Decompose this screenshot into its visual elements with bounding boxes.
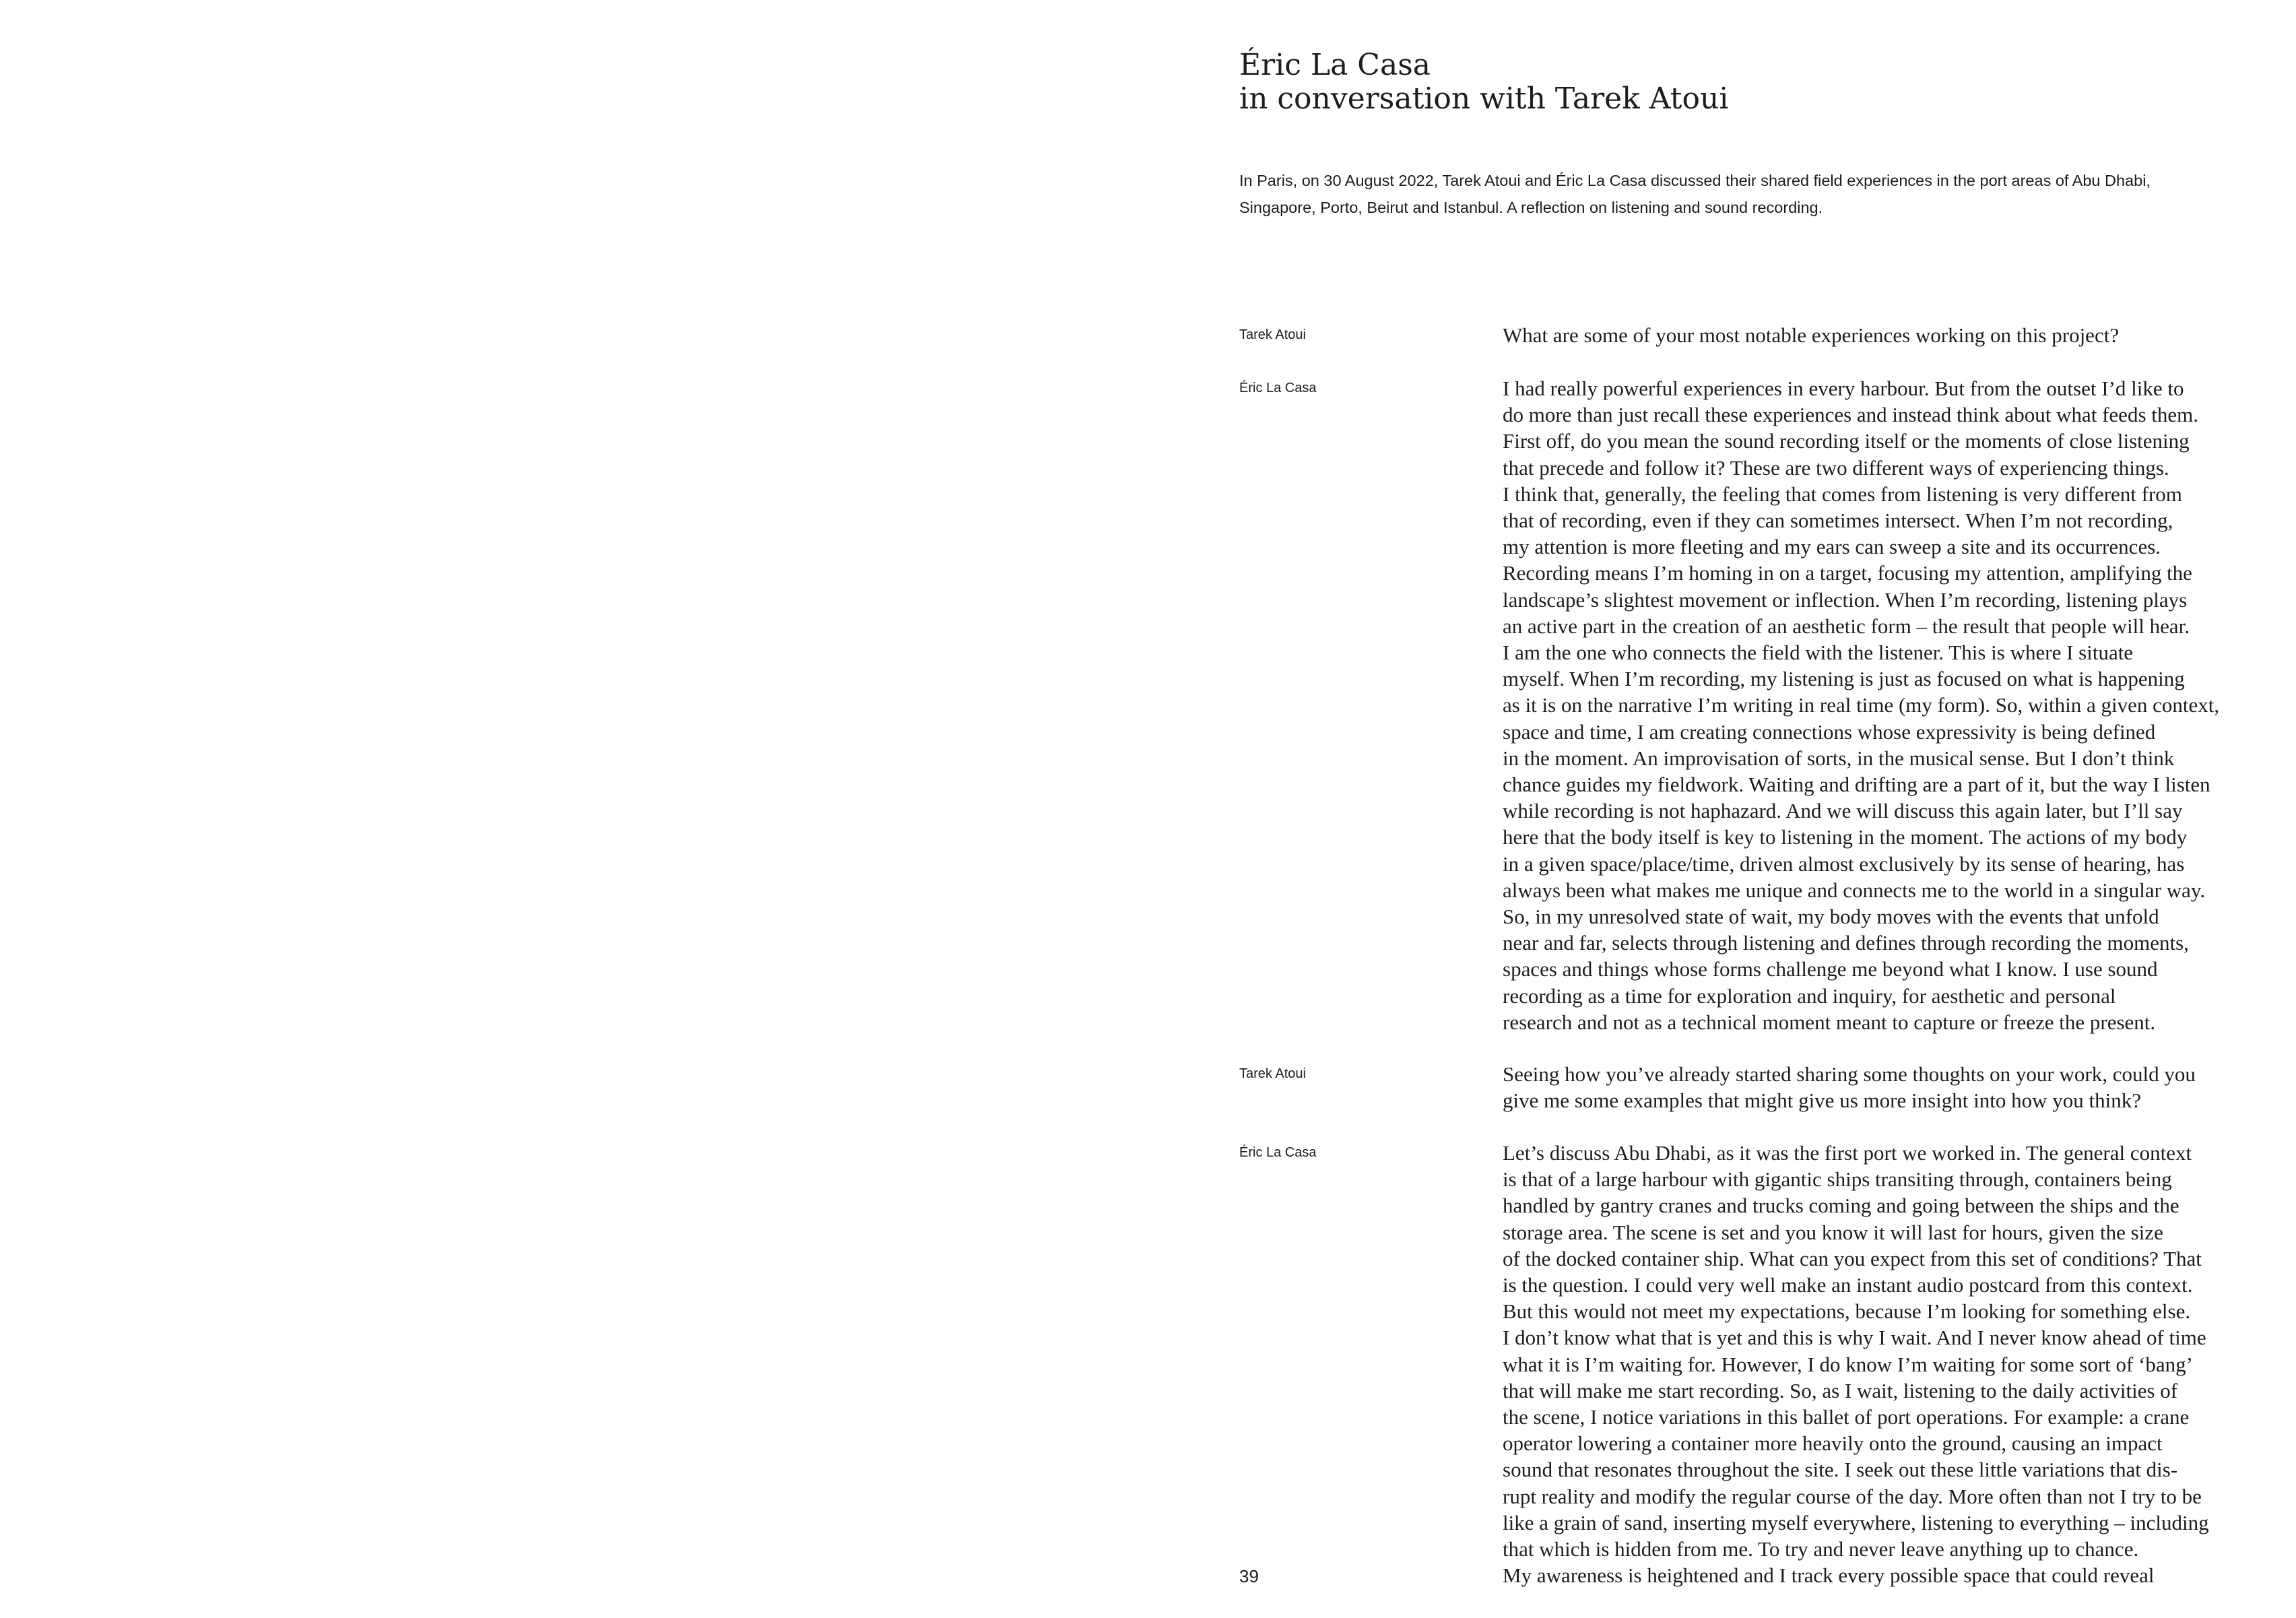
speech-line: operator lowering a container more heavily onto the ground, causing an impact bbox=[1503, 1431, 2163, 1456]
speech-line: chance guides my fieldwork. Waiting and drifting are a part of it, but the way I listen bbox=[1503, 773, 2210, 797]
speech-line: here that the body itself is key to listening in the moment. The actions of my body bbox=[1503, 825, 2188, 849]
page-title bbox=[1239, 48, 1728, 116]
speech-text bbox=[1503, 322, 2119, 348]
speech-line: always been what makes me unique and connects me to the world in a singular way. bbox=[1503, 878, 2206, 902]
speaker-label: Tarek Atoui bbox=[1239, 327, 1306, 342]
speaker-label: Éric La Casa bbox=[1239, 381, 1317, 395]
speech-line: space and time, I am creating connections whose expressivity is being defined bbox=[1503, 719, 2156, 744]
speech-text bbox=[1503, 375, 2219, 1035]
speech-line: rupt reality and modify the regular course of the day. More often than not I try to be bbox=[1503, 1484, 2202, 1508]
speech-line: in a given space/place/time, driven almost exclusively by its sense of hearing, has bbox=[1503, 851, 2185, 876]
speech-line: research and not as a technical moment meant to capture or freeze the present. bbox=[1503, 1010, 2156, 1034]
speech-line: give me some examples that might give us more insight into how you think? bbox=[1503, 1089, 2141, 1113]
speech-line: as it is on the narrative I’m writing in real time (my form). So, within a given context, bbox=[1503, 693, 2220, 717]
right-page bbox=[1239, 0, 2276, 1618]
intro-paragraph bbox=[1239, 167, 2276, 221]
speech-line: Seeing how you’ve already started sharing some thoughts on your work, could you bbox=[1503, 1062, 2196, 1086]
speech-line: First off, do you mean the sound recording itself or the moments of close listening bbox=[1503, 429, 2190, 453]
speech-line: Recording means I’m homing in on a target, focusing my attention, amplifying the bbox=[1503, 561, 2192, 585]
speech-line: Let’s discuss Abu Dhabi, as it was the first port we worked in. The general context bbox=[1503, 1141, 2192, 1165]
speech-line: an active part in the creation of an aesthetic form – the result that people will hear. bbox=[1503, 614, 2190, 638]
speech-line: sound that resonates throughout the site. I seek out these little variations that dis- bbox=[1503, 1458, 2178, 1482]
intro-line-2: Singapore, Porto, Beirut and Istanbul. A reflection on listening and sound recording. bbox=[1239, 199, 1823, 216]
speech-line: is the question. I could very well make an instant audio postcard from this context. bbox=[1503, 1273, 2193, 1297]
page-number: 39 bbox=[1239, 1566, 1259, 1586]
speech-line: So, in my unresolved state of wait, my body moves with the events that unfold bbox=[1503, 905, 2159, 929]
speech-line: But this would not meet my expectations, because I’m looking for something else. bbox=[1503, 1299, 2191, 1324]
speech-line: near and far, selects through listening and defines through recording the moments, bbox=[1503, 931, 2189, 955]
speech-line: is that of a large harbour with gigantic ships transiting through, containers being bbox=[1503, 1167, 2172, 1192]
title-line-1: Éric La Casa bbox=[1239, 48, 1431, 82]
speech-line: I don’t know what that is yet and this is why I wait. And I never know ahead of time bbox=[1503, 1326, 2206, 1350]
speech-text bbox=[1503, 1140, 2209, 1588]
speech-line: myself. When I’m recording, my listening is just as focused on what is happening bbox=[1503, 667, 2185, 691]
speaker-label: Tarek Atoui bbox=[1239, 1066, 1306, 1081]
speech-line: while recording is not haphazard. And we will discuss this again later, but I’ll say bbox=[1503, 799, 2183, 823]
speech-line: do more than just recall these experiences and instead think about what feeds them. bbox=[1503, 403, 2198, 427]
intro-line-1: In Paris, on 30 August 2022, Tarek Atoui and Éric La Casa discussed their shared field experiences in the port areas of Abu Dhabi, bbox=[1239, 172, 2151, 189]
speech-line: like a grain of sand, inserting myself everywhere, listening to everything – including bbox=[1503, 1510, 2209, 1534]
speech-line: that precede and follow it? These are two different ways of experiencing things. bbox=[1503, 455, 2169, 480]
speech-line: I am the one who connects the field with the listener. This is where I situate bbox=[1503, 641, 2134, 665]
speech-line: what it is I’m waiting for. However, I do know I’m waiting for some sort of ‘bang’ bbox=[1503, 1352, 2193, 1376]
speech-line: that will make me start recording. So, as I wait, listening to the daily activities of bbox=[1503, 1378, 2178, 1402]
speech-line: I had really powerful experiences in every harbour. But from the outset I’d like to bbox=[1503, 377, 2184, 400]
speech-line: the scene, I notice variations in this ballet of port operations. For example: a crane bbox=[1503, 1405, 2190, 1429]
speech-line: my attention is more fleeting and my ears can sweep a site and its occurrences. bbox=[1503, 535, 2161, 559]
speech-line: of the docked container ship. What can you expect from this set of conditions? That bbox=[1503, 1246, 2202, 1270]
speech-line: landscape’s slightest movement or inflection. When I’m recording, listening plays bbox=[1503, 587, 2188, 612]
speech-line: in the moment. An improvisation of sorts, in the musical sense. But I don’t think bbox=[1503, 746, 2175, 770]
speech-line: What are some of your most notable experiences working on this project? bbox=[1503, 323, 2120, 347]
speech-line: handled by gantry cranes and trucks coming and going between the ships and the bbox=[1503, 1194, 2179, 1218]
speech-line: that of recording, even if they can sometimes intersect. When I’m not recording, bbox=[1503, 509, 2173, 533]
speech-text bbox=[1503, 1061, 2196, 1113]
speaker-label: Éric La Casa bbox=[1239, 1145, 1317, 1160]
speech-line: recording as a time for exploration and inquiry, for aesthetic and personal bbox=[1503, 983, 2116, 1008]
speech-line: storage area. The scene is set and you know it will last for hours, given the size bbox=[1503, 1220, 2163, 1244]
speech-line: My awareness is heightened and I track every possible space that could reveal bbox=[1503, 1563, 2155, 1588]
speech-line: that which is hidden from me. To try and never leave anything up to chance. bbox=[1503, 1537, 2139, 1561]
speech-line: I think that, generally, the feeling that comes from listening is very different from bbox=[1503, 482, 2182, 506]
speech-line: spaces and things whose forms challenge me beyond what I know. I use sound bbox=[1503, 957, 2158, 981]
title-line-2: in conversation with Tarek Atoui bbox=[1239, 82, 1729, 116]
